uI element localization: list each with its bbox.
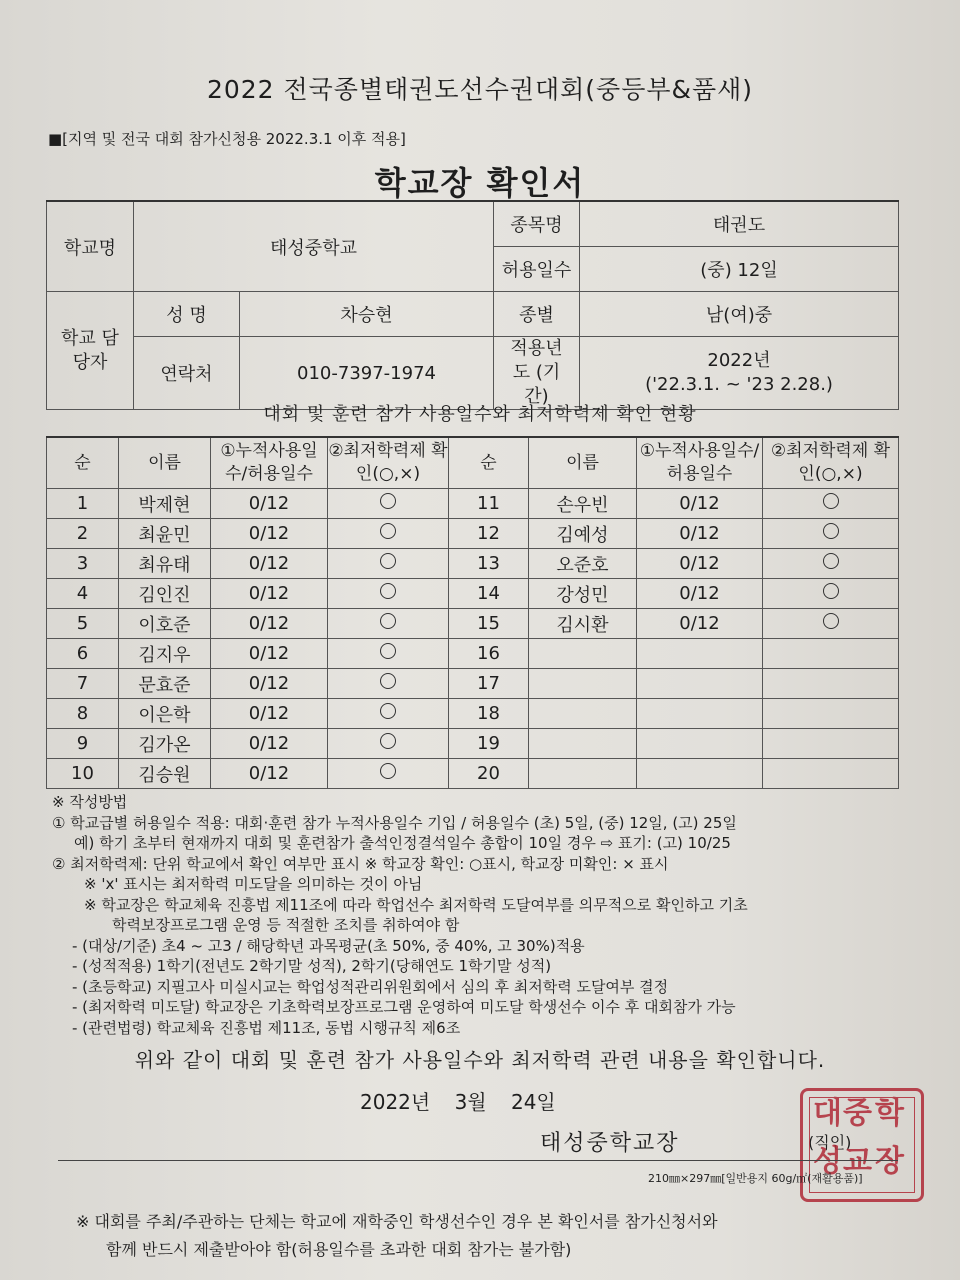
row-number: 4 <box>47 579 119 609</box>
instruction-line: 학력보장프로그램 운영 등 적절한 조치를 취하여야 함 <box>112 916 460 934</box>
year-value: 2022년 <box>707 350 771 371</box>
minimum-grade-check <box>763 609 899 639</box>
row-number: 15 <box>449 609 529 639</box>
instruction-line: - (초등학교) 지필고사 미실시교는 학업성적관리위원회에서 심의 후 최저학력 도달여부 결정 <box>72 977 669 996</box>
roster-header-row <box>47 437 899 489</box>
row-number: 19 <box>449 729 529 759</box>
used-days: 0/12 <box>211 639 328 669</box>
student-name <box>529 729 637 759</box>
used-days: 0/12 <box>211 489 328 519</box>
circle-mark-icon <box>380 613 396 629</box>
instruction-line: ※ 'x' 표시는 최저학력 미도달을 의미하는 것이 아님 <box>84 875 423 893</box>
student-name: 박제현 <box>119 489 211 519</box>
minimum-grade-check <box>328 639 449 669</box>
table-row <box>47 519 899 549</box>
instruction-line: - (관련법령) 학교체육 진흥법 제11조, 동법 시행규칙 제6조 <box>72 1018 461 1037</box>
circle-mark-icon <box>823 613 839 629</box>
minimum-grade-check <box>763 519 899 549</box>
used-days: 0/12 <box>637 609 763 639</box>
table-row <box>47 699 899 729</box>
table-row <box>47 489 899 519</box>
table-row <box>47 609 899 639</box>
student-name: 이호준 <box>119 609 211 639</box>
student-name: 손우빈 <box>529 489 637 519</box>
row-number: 5 <box>47 609 119 639</box>
row-number: 12 <box>449 519 529 549</box>
used-days: 0/12 <box>637 519 763 549</box>
used-days: 0/12 <box>211 519 328 549</box>
instruction-line: ① 학교급별 허용일수 적용: 대회·훈련 참가 누적사용일수 기입 / 허용일수 (초) 5일, (중) 12일, (고) 25일 <box>52 813 737 832</box>
confirmation-text: 위와 같이 대회 및 훈련 참가 사용일수와 최저학력 관련 내용을 확인합니다. <box>134 1048 826 1072</box>
header-check: ②최저학력제 확인(○,×) <box>763 437 899 489</box>
used-days: 0/12 <box>211 699 328 729</box>
minimum-grade-check <box>763 549 899 579</box>
circle-mark-icon <box>380 493 396 509</box>
period-value: ('22.3.1. ~ '23 2.28.) <box>645 374 833 395</box>
student-name: 오준호 <box>529 549 637 579</box>
header-days: ①누적사용일수/허용일수 <box>637 437 763 489</box>
footnote-line: ※ 대회를 주최/주관하는 단체는 학교에 재학중인 학생선수인 경우 본 확인서를 참가신청서와 <box>76 1212 718 1231</box>
student-name <box>529 699 637 729</box>
minimum-grade-check <box>763 759 899 789</box>
minimum-grade-check <box>763 729 899 759</box>
minimum-grade-check <box>328 669 449 699</box>
table-row <box>47 639 899 669</box>
header-name: 이름 <box>529 437 637 489</box>
row-number: 2 <box>47 519 119 549</box>
student-name <box>529 759 637 789</box>
footnote <box>76 1208 718 1264</box>
used-days <box>637 669 763 699</box>
row-number: 8 <box>47 699 119 729</box>
table-row <box>47 579 899 609</box>
minimum-grade-check <box>328 609 449 639</box>
circle-mark-icon <box>380 703 396 719</box>
used-days: 0/12 <box>211 669 328 699</box>
category-value: 남(여)중 <box>580 292 899 337</box>
contact-person-label: 학교 담당자 <box>47 292 134 410</box>
school-label: 학교명 <box>47 201 134 292</box>
row-number: 7 <box>47 669 119 699</box>
minimum-grade-check <box>328 729 449 759</box>
header-name: 이름 <box>119 437 211 489</box>
instruction-line: ※ 작성방법 <box>52 793 128 811</box>
minimum-grade-check <box>763 489 899 519</box>
student-name: 김인진 <box>119 579 211 609</box>
document-title: 학교장 확인서 <box>374 164 586 202</box>
circle-mark-icon <box>823 553 839 569</box>
used-days: 0/12 <box>211 549 328 579</box>
school-value: 태성중학교 <box>134 201 494 292</box>
name-label: 성 명 <box>134 292 240 337</box>
circle-mark-icon <box>823 523 839 539</box>
application-note: ■[지역 및 전국 대회 참가신청용 2022.3.1 이후 적용] <box>48 130 406 148</box>
student-name <box>529 639 637 669</box>
instruction-line: - (성적적용) 1학기(전년도 2학기말 성적), 2학기(당해연도 1학기말 성적) <box>72 957 552 975</box>
category-label: 종별 <box>494 292 580 337</box>
minimum-grade-check <box>763 639 899 669</box>
used-days: 0/12 <box>637 579 763 609</box>
header-no: 순 <box>449 437 529 489</box>
signing-date: 2022년 3월 24일 <box>360 1090 556 1114</box>
event-label: 종목명 <box>494 201 580 247</box>
circle-mark-icon <box>380 763 396 779</box>
circle-mark-icon <box>380 673 396 689</box>
minimum-grade-check <box>328 759 449 789</box>
instruction-line: 예) 학기 초부터 현재까지 대회 및 훈련참가 출석인정결석일수 총합이 10일 경우 ⇨ 표기: (고) 10/25 <box>74 834 731 852</box>
student-name: 문효준 <box>119 669 211 699</box>
footnote-line: 함께 반드시 제출받아야 함(허용일수를 초과한 대회 참가는 불가함) <box>106 1240 572 1259</box>
instruction-line: - (최저학력 미도달) 학교장은 기초학력보장프로그램 운영하여 미도달 학생선수 이수 후 대회참가 가능 <box>72 998 736 1016</box>
row-number: 6 <box>47 639 119 669</box>
instructions <box>52 792 748 1038</box>
student-name: 최유태 <box>119 549 211 579</box>
table-row <box>47 669 899 699</box>
section-title: 대회 및 훈련 참가 사용일수와 최저학력제 확인 현황 <box>263 404 697 425</box>
minimum-grade-check <box>763 669 899 699</box>
used-days <box>637 639 763 669</box>
used-days: 0/12 <box>637 549 763 579</box>
student-name: 김승원 <box>119 759 211 789</box>
instruction-line: ※ 학교장은 학교체육 진흥법 제11조에 따라 학업선수 최저학력 도달여부를 의무적으로 확인하고 기초 <box>84 895 748 914</box>
row-number: 20 <box>449 759 529 789</box>
roster-table <box>46 436 899 789</box>
table-row <box>47 729 899 759</box>
year-label: 적용년도 (기간) <box>494 337 580 410</box>
event-title: 2022 전국종별태권도선수권대회(중등부&품새) <box>206 75 754 104</box>
used-days: 0/12 <box>211 579 328 609</box>
student-name: 이은학 <box>119 699 211 729</box>
row-number: 14 <box>449 579 529 609</box>
row-number: 1 <box>47 489 119 519</box>
row-number: 3 <box>47 549 119 579</box>
instruction-line: - (대상/기준) 초4 ~ 고3 / 해당학년 과목평균(초 50%, 중 40%, 고 30%)적용 <box>72 936 585 955</box>
minimum-grade-check <box>328 489 449 519</box>
row-number: 16 <box>449 639 529 669</box>
allowed-days-label: 허용일수 <box>494 247 580 292</box>
used-days: 0/12 <box>211 609 328 639</box>
minimum-grade-check <box>328 519 449 549</box>
circle-mark-icon <box>380 643 396 659</box>
student-name <box>529 669 637 699</box>
used-days <box>637 729 763 759</box>
student-name: 김예성 <box>529 519 637 549</box>
circle-mark-icon <box>823 583 839 599</box>
student-name: 김가온 <box>119 729 211 759</box>
info-table <box>46 200 899 410</box>
circle-mark-icon <box>380 733 396 749</box>
allowed-days-value: (중) 12일 <box>580 247 899 292</box>
header-check: ②최저학력제 확인(○,×) <box>328 437 449 489</box>
minimum-grade-check <box>763 699 899 729</box>
used-days <box>637 759 763 789</box>
circle-mark-icon <box>380 583 396 599</box>
row-number: 17 <box>449 669 529 699</box>
header-days: ①누적사용일수/허용일수 <box>211 437 328 489</box>
event-value: 태권도 <box>580 201 899 247</box>
seal-label: (직인) <box>808 1133 852 1152</box>
minimum-grade-check <box>328 579 449 609</box>
circle-mark-icon <box>380 553 396 569</box>
student-name: 강성민 <box>529 579 637 609</box>
used-days: 0/12 <box>637 489 763 519</box>
official-seal-stamp: 대 중 학 성 교 장 <box>800 1088 924 1202</box>
paper-spec: 210㎜×297㎜[일반용지 60g/㎡(재활용품)] <box>648 1172 863 1185</box>
principal-signature: 태성중학교장 <box>540 1131 680 1156</box>
student-name: 최윤민 <box>119 519 211 549</box>
minimum-grade-check <box>763 579 899 609</box>
table-row <box>47 759 899 789</box>
row-number: 13 <box>449 549 529 579</box>
phone-value: 010-7397-1974 <box>240 337 494 410</box>
used-days: 0/12 <box>211 729 328 759</box>
phone-label: 연락처 <box>134 337 240 410</box>
header-no: 순 <box>47 437 119 489</box>
student-name: 김시환 <box>529 609 637 639</box>
instruction-line: ② 최저학력제: 단위 학교에서 확인 여부만 표시 ※ 학교장 확인: ○표시, 학교장 미확인: × 표시 <box>52 854 669 873</box>
table-row <box>47 549 899 579</box>
row-number: 10 <box>47 759 119 789</box>
name-value: 차승현 <box>240 292 494 337</box>
row-number: 18 <box>449 699 529 729</box>
used-days: 0/12 <box>211 759 328 789</box>
circle-mark-icon <box>823 493 839 509</box>
minimum-grade-check <box>328 549 449 579</box>
used-days <box>637 699 763 729</box>
student-name: 김지우 <box>119 639 211 669</box>
year-cell <box>580 337 899 410</box>
row-number: 11 <box>449 489 529 519</box>
minimum-grade-check <box>328 699 449 729</box>
circle-mark-icon <box>380 523 396 539</box>
signature-rule <box>58 1160 898 1161</box>
row-number: 9 <box>47 729 119 759</box>
